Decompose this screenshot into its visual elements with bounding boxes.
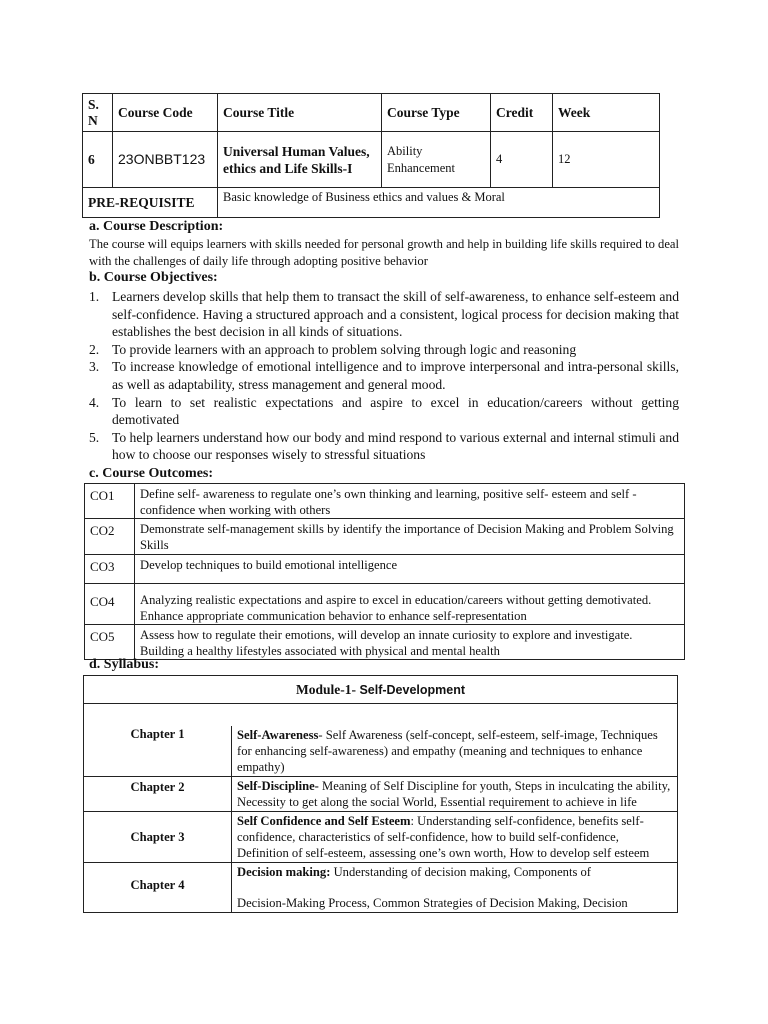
course-outcomes-heading: c. Course Outcomes: [89,466,214,481]
chapter-description [232,811,678,862]
chapter-row [84,776,678,811]
course-table-data-row [83,132,660,188]
syllabus-heading: d. Syllabus: [89,657,160,672]
chapter-label: Chapter 4 [84,862,232,912]
syllabus-table [83,675,678,913]
objective-text: To increase knowledge of emotional intelligence and to improve interpersonal and intra-personal skills, as well as adaptability, stress management and general mood. [112,359,679,392]
outcome-code: CO1 [85,484,135,519]
objective-item [89,429,679,464]
outcome-row [85,519,685,555]
course-type-value: Ability Enhancement [382,132,491,188]
chapter-description [232,862,678,912]
objective-item [89,341,679,359]
objective-number: 4. [89,394,100,410]
chapter-topic: Self Confidence and Self Esteem [237,813,411,828]
chapter-label: Chapter 3 [84,811,232,862]
module-title [84,676,678,704]
objective-item [89,394,679,429]
col-type-header: Course Type [382,94,491,132]
chapter-label: Chapter 1 [84,726,232,777]
chapter-row [84,862,678,912]
chapter-label: Chapter 2 [84,776,232,811]
outcome-text: Demonstrate self-management skills by identify the importance of Decision Making and Problem Solving Skills [135,519,685,555]
outcome-code: CO3 [85,555,135,584]
module-title-number: Module-1- [295,681,356,697]
course-objectives-list [89,288,679,464]
col-code-header: Course Code [113,94,218,132]
outcome-row [85,584,685,625]
chapter-topic: Self-Discipline- [237,778,319,793]
objective-number: 5. [89,429,100,445]
prerequisite-row [83,188,660,218]
chapter-details: - Self Awareness (self-concept, self-esteem, self-image, Techniques for enhancing self-awareness) and empathy (meaning and techniques to enhance empathy) [237,727,658,774]
credit-value: 4 [491,132,553,188]
course-info-table [82,93,660,218]
course-objectives-heading: b. Course Objectives: [89,270,218,285]
course-title-value: Universal Human Values, ethics and Life Skills-I [218,132,382,188]
outcome-row [85,625,685,660]
outcome-text: Analyzing realistic expectations and aspire to excel in education/careers without getting demotivated. Enhance appropriate communication behavior to enhance self-representation [135,584,685,625]
sn-value: 6 [83,132,113,188]
objective-text: Learners develop skills that help them to transact the skill of self-awareness, to enhance self-esteem and self-confidence. Having a structured approach and a consistent, logical process for decision making that establishes the best decision in all kinds of situations. [112,289,679,340]
objective-number: 3. [89,359,100,375]
objective-item [89,358,679,393]
outcome-text: Develop techniques to build emotional intelligence [135,555,685,584]
col-credit-header: Credit [491,94,553,132]
chapter-details: Understanding of decision making, Components of [330,864,592,879]
col-week-header: Week [553,94,660,132]
syllabus-spacer-row [84,704,678,726]
outcome-row [85,555,685,584]
chapter-description [232,726,678,777]
chapter-row [84,726,678,777]
outcome-code: CO2 [85,519,135,555]
course-description-heading: a. Course Description: [89,219,224,234]
chapter-details-continued: Decision-Making Process, Common Strategies of Decision Making, Decision [237,895,628,910]
course-table-header-row [83,94,660,132]
col-sn-header: S. N [83,94,113,132]
module-title-subtitle: Self-Development [355,682,466,697]
chapter-topic: Decision making: [237,864,331,879]
module-title-row [84,676,678,704]
outcome-row [85,484,685,519]
outcome-code: CO4 [85,584,135,625]
outcome-code: CO5 [85,625,135,660]
prerequisite-label: PRE-REQUISITE [83,188,218,218]
course-code-value: 23ONBBT123 [113,132,218,188]
objective-text: To help learners understand how our body and mind respond to various external and internal stimuli and how to choose our responses wisely to stressful situations [112,429,679,463]
objective-text: To provide learners with an approach to problem solving through logic and reasoning [112,341,577,357]
objective-item [89,288,679,341]
course-description-text: The course will equips learners with skills needed for personal growth and help in building life skills required to deal with the challenges of daily life through adopting positive behavior [89,237,680,268]
objective-text: To learn to set realistic expectations and aspire to excel in education/careers without getting demotivated [112,394,679,428]
chapter-details: : Understanding self-confidence, benefits self-confidence, characteristics of self-confidence, how to build self-confidence, Definition of self-esteem, assessing one’s own worth, How to develop self esteem [237,813,650,860]
chapter-row [84,811,678,862]
prerequisite-value: Basic knowledge of Business ethics and values & Moral [218,188,660,218]
chapter-description [232,776,678,811]
outcome-text: Assess how to regulate their emotions, will develop an innate curiosity to explore and investigate. Building a healthy lifestyles associated with physical and mental health [135,625,685,660]
objective-number: 1. [89,289,100,304]
chapter-topic: Self-Awareness [237,727,319,742]
outcome-text: Define self- awareness to regulate one’s own thinking and learning, positive self- esteem and self -confidence when working with others [135,484,685,519]
chapter-details: Meaning of Self Discipline for youth, Steps in inculcating the ability, Necessity to get along the social World, Essential requirement to achieve in life [237,778,671,809]
objective-number: 2. [89,341,100,357]
col-title-header: Course Title [218,94,382,132]
course-outcomes-table [84,483,685,660]
week-value: 12 [553,132,660,188]
